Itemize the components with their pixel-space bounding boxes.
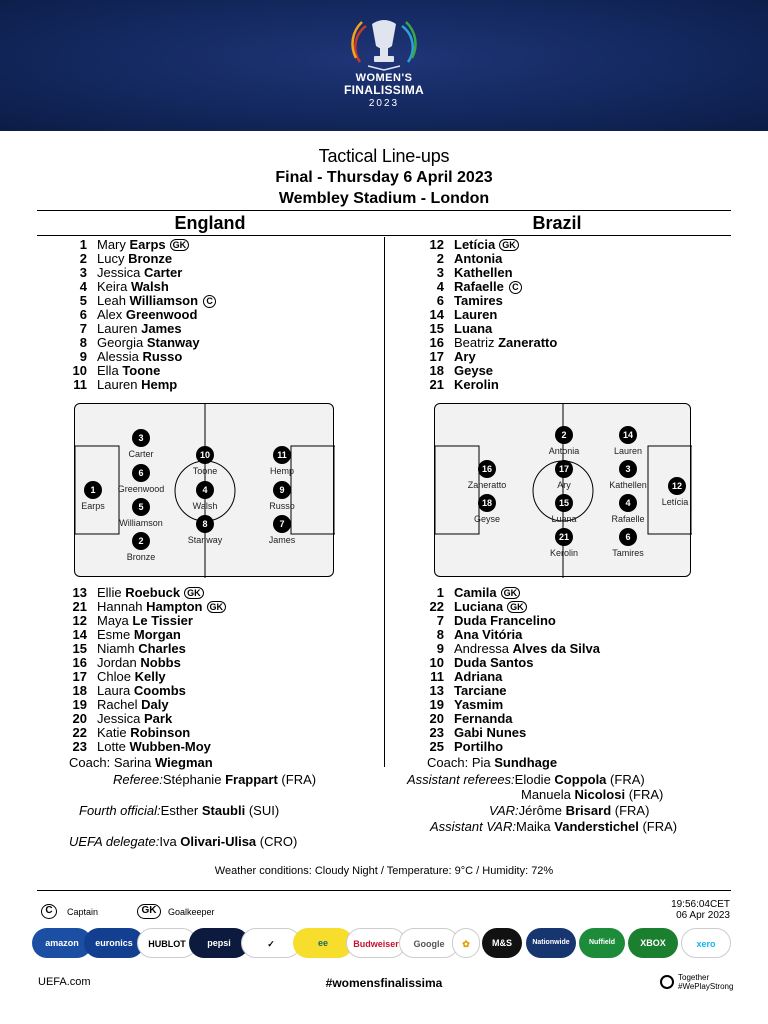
surname: Portilho bbox=[454, 739, 504, 754]
player-marker-label: Williamson bbox=[119, 518, 163, 528]
captain-legend-label: Captain bbox=[67, 907, 99, 917]
first-name: Alex bbox=[97, 307, 123, 322]
captain-badge-icon: C bbox=[509, 281, 522, 294]
fourth-official-row bbox=[79, 803, 279, 818]
nike-logo-icon: ✓ bbox=[241, 928, 301, 958]
goalkeeper-badge-icon: GK bbox=[207, 601, 227, 613]
shirt-number: 13 bbox=[72, 585, 87, 600]
player-marker-label: Kathellen bbox=[609, 480, 647, 490]
first-name: Rachel bbox=[97, 697, 138, 712]
banner-year: 2023 bbox=[368, 98, 400, 109]
surname: Duda Francelino bbox=[454, 613, 556, 628]
player-marker-label: Hemp bbox=[269, 466, 294, 476]
shirt-number: 19 bbox=[72, 697, 87, 712]
surname: Nobbs bbox=[140, 655, 181, 670]
shirt-number: 8 bbox=[436, 627, 444, 642]
player-marker: 6 bbox=[132, 464, 150, 482]
surname: Zaneratto bbox=[498, 335, 558, 350]
player-marker-label: Kerolin bbox=[549, 548, 578, 558]
shirt-number: 22 bbox=[72, 725, 87, 740]
official-nationality: (FRA) bbox=[642, 819, 678, 834]
official-surname: Nicolosi bbox=[574, 787, 626, 802]
assistant-referee-row bbox=[521, 787, 663, 802]
official-first-name: Manuela bbox=[521, 787, 571, 802]
match-subtitle: Final - Thursday 6 April 2023 bbox=[275, 169, 493, 186]
first-name: Jessica bbox=[97, 711, 141, 726]
official-nationality: (FRA) bbox=[281, 772, 317, 787]
page-title: Tactical Line-ups bbox=[318, 146, 450, 166]
surname: Coombs bbox=[133, 683, 186, 698]
shirt-number: 16 bbox=[72, 655, 87, 670]
first-name: Keira bbox=[97, 279, 128, 294]
shirt-number: 6 bbox=[436, 293, 444, 308]
shirt-number: 19 bbox=[429, 697, 444, 712]
shirt-number: 6 bbox=[79, 307, 87, 322]
shirt-number: 10 bbox=[72, 363, 87, 378]
goalkeeper-legend-icon: GK bbox=[137, 904, 161, 919]
first-name: Lotte bbox=[97, 739, 126, 754]
official-nationality: (FRA) bbox=[614, 803, 650, 818]
official-first-name: Elodie bbox=[514, 772, 551, 787]
var-role: VAR: bbox=[489, 803, 519, 818]
surname: Kerolin bbox=[454, 377, 499, 392]
first-name: Leah bbox=[97, 293, 126, 308]
coach-label: Coach: bbox=[427, 755, 469, 770]
player-marker-label: Toone bbox=[192, 466, 218, 476]
player-marker-label: Zaneratto bbox=[467, 480, 507, 490]
weather-conditions: Weather conditions: Cloudy Night / Temperature: 9°C / Humidity: 72% bbox=[214, 865, 554, 877]
surname: Le Tissier bbox=[132, 613, 193, 628]
player-marker: 3 bbox=[619, 460, 637, 478]
goalkeeper-badge-icon: GK bbox=[170, 239, 190, 251]
first-name: Lucy bbox=[97, 251, 125, 266]
shirt-number: 4 bbox=[436, 279, 444, 294]
surname: Kathellen bbox=[454, 265, 513, 280]
player-marker: 15 bbox=[555, 494, 573, 512]
official-first-name: Maika bbox=[515, 819, 551, 834]
player-marker-label: Tamires bbox=[612, 548, 644, 558]
surname: Hemp bbox=[141, 377, 178, 392]
shirt-number: 13 bbox=[429, 683, 444, 698]
referee-row bbox=[113, 772, 316, 787]
shirt-number: 2 bbox=[436, 251, 444, 266]
shirt-number: 14 bbox=[72, 627, 87, 642]
divider-top bbox=[37, 210, 731, 211]
player-marker-label: Ary bbox=[557, 480, 571, 490]
surname: Fernanda bbox=[454, 711, 513, 726]
goalkeeper-badge-icon: GK bbox=[507, 601, 527, 613]
delegate-role: UEFA delegate: bbox=[69, 834, 160, 849]
surname: Gabi Nunes bbox=[454, 725, 527, 740]
first-name: Niamh bbox=[97, 641, 135, 656]
surname: Hampton bbox=[146, 599, 203, 614]
shirt-number: 22 bbox=[429, 599, 444, 614]
assistant-referees-role: Assistant referees: bbox=[407, 772, 515, 787]
surname: Antonia bbox=[454, 251, 503, 266]
surname: Adriana bbox=[454, 669, 503, 684]
coach-surname: Sundhage bbox=[494, 755, 558, 770]
surname: Greenwood bbox=[125, 307, 198, 322]
player-marker: 3 bbox=[132, 429, 150, 447]
coach-label: Coach: bbox=[69, 755, 111, 770]
player-marker: 4 bbox=[619, 494, 637, 512]
first-name: Ellie bbox=[97, 585, 122, 600]
home-team-name: England bbox=[174, 213, 246, 233]
assistant-var-role: Assistant VAR: bbox=[430, 819, 516, 834]
shirt-number: 12 bbox=[72, 613, 87, 628]
first-name: Esme bbox=[97, 627, 131, 642]
surname: Alves da Silva bbox=[512, 641, 600, 656]
player-marker: 11 bbox=[273, 446, 291, 464]
shirt-number: 3 bbox=[436, 265, 444, 280]
referee-role: Referee: bbox=[113, 772, 163, 787]
sponsor-logo: Budweiser bbox=[346, 928, 406, 958]
surname: Tarciane bbox=[454, 683, 507, 698]
player-marker: 5 bbox=[132, 498, 150, 516]
surname: Charles bbox=[138, 641, 186, 656]
official-nationality: (SUI) bbox=[248, 803, 280, 818]
first-name: Chloe bbox=[97, 669, 131, 684]
sponsor-logo: XBOX bbox=[628, 928, 678, 958]
player-marker: 4 bbox=[196, 481, 214, 499]
away-starters-list bbox=[412, 238, 732, 392]
player-marker-label: Rafaelle bbox=[611, 514, 645, 524]
player-marker-label: Greenwood bbox=[117, 484, 165, 494]
shirt-number: 20 bbox=[72, 711, 87, 726]
surname: Kelly bbox=[134, 669, 166, 684]
surname: Rafaelle bbox=[454, 279, 504, 294]
away-coach bbox=[427, 755, 557, 770]
player-marker: 14 bbox=[619, 426, 637, 444]
shirt-number: 25 bbox=[429, 739, 444, 754]
first-name: Alessia bbox=[97, 349, 139, 364]
coach-surname: Wiegman bbox=[155, 755, 213, 770]
surname: Yasmim bbox=[454, 697, 504, 712]
sponsor-logo: Google bbox=[399, 928, 459, 958]
shirt-number: 9 bbox=[436, 641, 444, 656]
shirt-number: 11 bbox=[73, 377, 87, 392]
first-name: Katie bbox=[97, 725, 127, 740]
assistant-referee-row bbox=[407, 772, 645, 787]
coach-first-name: Pia bbox=[471, 755, 491, 770]
surname: Earps bbox=[129, 237, 166, 252]
goalkeeper-badge-icon: GK bbox=[501, 587, 521, 599]
surname: James bbox=[141, 321, 182, 336]
surname: Wubben-Moy bbox=[129, 739, 211, 754]
player-marker: 17 bbox=[555, 460, 573, 478]
player-marker-label: Lauren bbox=[613, 446, 643, 456]
shirt-number: 5 bbox=[79, 293, 87, 308]
match-venue: Wembley Stadium - London bbox=[278, 190, 490, 207]
shirt-number: 21 bbox=[429, 377, 444, 392]
coach-first-name: Sarina bbox=[113, 755, 152, 770]
player-marker-label: Letícia bbox=[661, 497, 689, 507]
var-row bbox=[489, 803, 649, 818]
player-marker: 12 bbox=[668, 477, 686, 495]
shirt-number: 17 bbox=[429, 349, 444, 364]
official-nationality: (FRA) bbox=[610, 772, 645, 787]
header-banner bbox=[0, 0, 768, 131]
player-marker-label: Stanway bbox=[187, 535, 223, 545]
banner-line1: WOMEN'S bbox=[355, 72, 413, 84]
player-marker: 1 bbox=[84, 481, 102, 499]
surname: Carter bbox=[143, 265, 183, 280]
surname: Letícia bbox=[454, 237, 496, 252]
shirt-number: 11 bbox=[430, 669, 444, 684]
assistant-var-row bbox=[430, 819, 677, 834]
weplaystrong-logo bbox=[660, 973, 740, 991]
player-marker-label: Walsh bbox=[192, 501, 218, 511]
player-marker: 21 bbox=[555, 528, 573, 546]
surname: Luana bbox=[454, 321, 493, 336]
official-first-name: Stéphanie bbox=[162, 772, 222, 787]
shirt-number: 17 bbox=[72, 669, 87, 684]
goalkeeper-badge-icon: GK bbox=[499, 239, 519, 251]
sponsor-logo: ee bbox=[293, 928, 353, 958]
sponsor-logo: xero bbox=[681, 928, 731, 958]
surname: Geyse bbox=[454, 363, 494, 378]
surname: Bronze bbox=[128, 251, 173, 266]
official-first-name: Jérôme bbox=[518, 803, 562, 818]
first-name: Beatriz bbox=[454, 335, 495, 350]
divider-bottom bbox=[37, 890, 731, 891]
home-coach bbox=[69, 755, 213, 770]
shirt-number: 15 bbox=[429, 321, 444, 336]
home-substitutes-list bbox=[55, 586, 375, 754]
surname: Roebuck bbox=[125, 585, 181, 600]
home-formation-pitch bbox=[74, 403, 334, 577]
shirt-number: 10 bbox=[429, 655, 444, 670]
shirt-number: 7 bbox=[79, 321, 87, 336]
sponsor-logo: amazon bbox=[32, 928, 92, 958]
player-marker: 2 bbox=[132, 532, 150, 550]
official-surname: Frappart bbox=[225, 772, 278, 787]
timestamp bbox=[640, 899, 730, 921]
first-name: Lauren bbox=[97, 377, 138, 392]
weplaystrong-icon bbox=[660, 975, 674, 989]
first-name: Hannah bbox=[97, 599, 143, 614]
surname: Duda Santos bbox=[454, 655, 534, 670]
surname: Walsh bbox=[130, 279, 169, 294]
sponsor-logo: HUBLOT bbox=[137, 928, 197, 958]
player-marker-label: Bronze bbox=[126, 552, 156, 562]
surname: Camila bbox=[454, 585, 497, 600]
finalissima-logo bbox=[334, 10, 434, 126]
first-name: Jordan bbox=[97, 655, 137, 670]
official-first-name: Iva bbox=[159, 834, 177, 849]
player-marker-label: Luana bbox=[551, 514, 577, 524]
official-nationality: (FRA) bbox=[628, 787, 664, 802]
official-surname: Coppola bbox=[554, 772, 607, 787]
official-surname: Brisard bbox=[565, 803, 612, 818]
weplaystrong-line1: Together bbox=[678, 973, 710, 982]
surname: Stanway bbox=[146, 335, 200, 350]
first-name: Laura bbox=[97, 683, 131, 698]
player-marker: 18 bbox=[478, 494, 496, 512]
fourth-official-role: Fourth official: bbox=[79, 803, 161, 818]
first-name: Jessica bbox=[97, 265, 141, 280]
first-name: Ella bbox=[97, 363, 119, 378]
surname: Ana Vitória bbox=[454, 627, 523, 642]
surname: Russo bbox=[142, 349, 183, 364]
timestamp-date: 06 Apr 2023 bbox=[676, 910, 730, 921]
shirt-number: 3 bbox=[79, 265, 87, 280]
player-marker-label: Antonia bbox=[548, 446, 580, 456]
player-marker: 16 bbox=[478, 460, 496, 478]
away-team-name: Brazil bbox=[532, 213, 582, 233]
player-marker: 6 bbox=[619, 528, 637, 546]
goalkeeper-legend-label: Goalkeeper bbox=[168, 907, 215, 917]
surname: Tamires bbox=[454, 293, 503, 308]
surname: Luciana bbox=[454, 599, 504, 614]
player-marker-label: Geyse bbox=[473, 514, 500, 524]
uefa-website-link[interactable]: UEFA.com bbox=[38, 976, 91, 988]
player-marker-label: Russo bbox=[269, 501, 295, 511]
player-marker: 2 bbox=[555, 426, 573, 444]
sponsor-logo: Nationwide bbox=[526, 928, 576, 958]
surname: Park bbox=[143, 711, 173, 726]
first-name: Georgia bbox=[97, 335, 144, 350]
divider-teams bbox=[37, 235, 731, 236]
flower-sponsor-icon: ✿ bbox=[452, 928, 480, 958]
banner-line2: FINALISSIMA bbox=[344, 83, 424, 97]
shirt-number: 15 bbox=[72, 641, 87, 656]
shirt-number: 12 bbox=[429, 237, 444, 252]
sponsor-logo: Nuffield bbox=[579, 928, 625, 958]
sponsor-logo: pepsi bbox=[189, 928, 249, 958]
shirt-number: 14 bbox=[429, 307, 444, 322]
shirt-number: 18 bbox=[429, 363, 444, 378]
trophy-icon bbox=[346, 12, 422, 74]
shirt-number: 8 bbox=[79, 335, 87, 350]
surname: Robinson bbox=[130, 725, 191, 740]
player-marker-label: Carter bbox=[128, 449, 154, 459]
away-substitutes-list bbox=[412, 586, 732, 754]
surname: Daly bbox=[141, 697, 169, 712]
player-marker: 9 bbox=[273, 481, 291, 499]
column-divider bbox=[384, 237, 385, 767]
shirt-number: 2 bbox=[79, 251, 87, 266]
away-formation-pitch bbox=[434, 403, 691, 577]
shirt-number: 16 bbox=[429, 335, 444, 350]
shirt-number: 23 bbox=[429, 725, 444, 740]
shirt-number: 18 bbox=[72, 683, 87, 698]
surname: Toone bbox=[122, 363, 161, 378]
captain-legend-icon: C bbox=[41, 904, 57, 919]
shirt-number: 4 bbox=[79, 279, 87, 294]
uefa-delegate-row bbox=[69, 834, 297, 849]
shirt-number: 1 bbox=[436, 585, 444, 600]
player-marker: 7 bbox=[273, 515, 291, 533]
home-starters-list bbox=[55, 238, 375, 392]
captain-badge-icon: C bbox=[203, 295, 216, 308]
shirt-number: 9 bbox=[79, 349, 87, 364]
official-surname: Staubli bbox=[201, 803, 246, 818]
shirt-number: 7 bbox=[436, 613, 444, 628]
player-marker-label: James bbox=[268, 535, 296, 545]
sponsor-logo: M&S bbox=[482, 928, 522, 958]
weplaystrong-line2: #WePlayStrong bbox=[678, 982, 734, 991]
surname: Ary bbox=[454, 349, 476, 364]
shirt-number: 21 bbox=[72, 599, 87, 614]
first-name: Maya bbox=[97, 613, 129, 628]
shirt-number: 23 bbox=[72, 739, 87, 754]
first-name: Lauren bbox=[97, 321, 138, 336]
shirt-number: 1 bbox=[79, 237, 87, 252]
sponsor-logo: euronics bbox=[84, 928, 144, 958]
timestamp-time: 19:56:04CET bbox=[671, 899, 730, 910]
surname: Lauren bbox=[454, 307, 498, 322]
hashtag: #womensfinalissima bbox=[325, 976, 443, 990]
official-nationality: (CRO) bbox=[259, 834, 298, 849]
official-surname: Olivari-Ulisa bbox=[180, 834, 257, 849]
official-surname: Vanderstichel bbox=[554, 819, 639, 834]
first-name: Mary bbox=[97, 237, 126, 252]
surname: Morgan bbox=[133, 627, 181, 642]
official-first-name: Esther bbox=[160, 803, 199, 818]
player-marker-label: Earps bbox=[81, 501, 105, 511]
player-marker: 8 bbox=[196, 515, 214, 533]
surname: Williamson bbox=[129, 293, 199, 308]
player-marker: 10 bbox=[196, 446, 214, 464]
shirt-number: 20 bbox=[429, 711, 444, 726]
goalkeeper-badge-icon: GK bbox=[184, 587, 204, 599]
first-name: Andressa bbox=[454, 641, 509, 656]
